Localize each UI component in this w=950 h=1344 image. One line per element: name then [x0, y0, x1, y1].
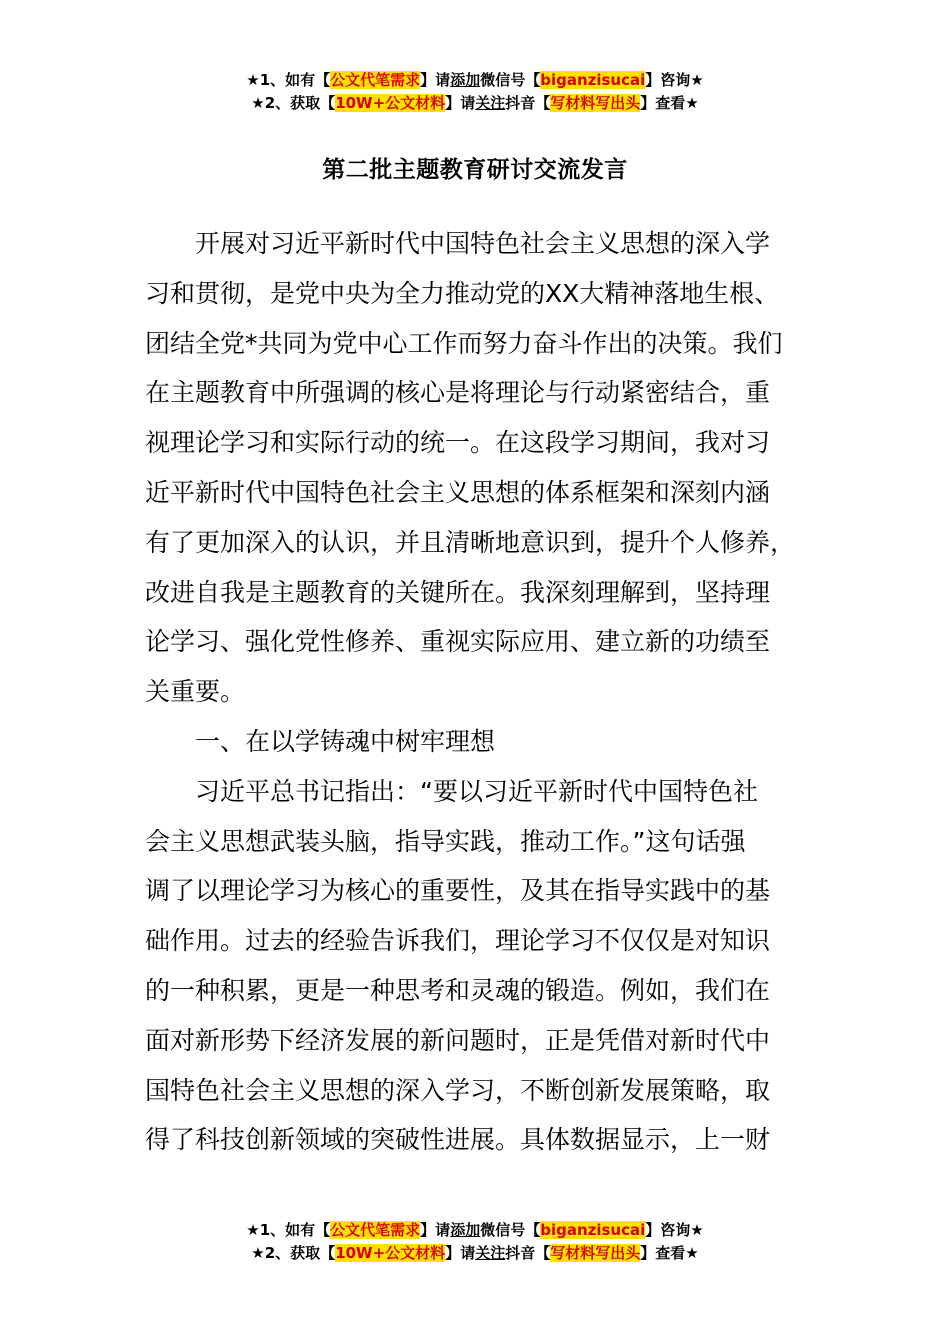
banner-underlined: 添加	[450, 71, 481, 89]
text-line: 有了更加深入的认识，并且清晰地意识到，提升个人修养，	[145, 527, 796, 557]
banner-text: 】查看★	[640, 1244, 699, 1262]
banner-highlight: biganzisucai	[540, 71, 646, 89]
text-line: 调了以理论学习为核心的重要性，及其在指导实践中的基	[145, 876, 771, 906]
banner-text: 】查看★	[640, 94, 699, 112]
text-line: 会主义思想武装头脑，指导实践，推动工作。”这句话强	[145, 826, 746, 856]
banner-highlight: 10W+公文材料	[335, 1244, 446, 1262]
banner-text: 微信号【	[480, 71, 541, 89]
text-line: 习和贯彻，是党中央为全力推动党的XX大精神落地生根、	[145, 278, 780, 308]
banner-text: ★1、如有【	[246, 1221, 331, 1239]
text-line: 面对新形势下经济发展的新问题时，正是凭借对新时代中	[145, 1025, 771, 1055]
text-line: 关重要。	[145, 677, 246, 707]
document-body	[145, 219, 810, 1165]
banner-highlight: 写材料写出头	[550, 1244, 641, 1262]
banner-text: 微信号【	[480, 1221, 541, 1239]
banner-text: 抖音【	[505, 1244, 551, 1262]
text-line: 得了科技创新领域的突破性进展。具体数据显示，上一财	[145, 1125, 771, 1155]
text-line: 在主题教育中所强调的核心是将理论与行动紧密结合，重	[145, 378, 771, 408]
banner-line-2	[0, 92, 950, 115]
banner-underlined: 添加	[450, 1221, 481, 1239]
text-line: 习近平总书记指出：“要以习近平新时代中国特色社	[195, 776, 758, 806]
header-banner	[0, 69, 950, 115]
text-line: 础作用。过去的经验告诉我们，理论学习不仅仅是对知识	[145, 926, 771, 956]
banner-highlight: 10W+公文材料	[335, 94, 446, 112]
text-line: 视理论学习和实际行动的统一。在这段学习期间，我对习	[145, 428, 771, 458]
text-line: 论学习、强化党性修养、重视实际应用、建立新的功绩至	[145, 627, 771, 657]
banner-highlight: 公文代笔需求	[330, 71, 421, 89]
footer-banner	[0, 1219, 950, 1265]
banner-text: 】请	[445, 1244, 476, 1262]
banner-line-1	[0, 1219, 950, 1242]
banner-underlined: 关注	[475, 94, 506, 112]
banner-line-1	[0, 69, 950, 92]
banner-line-2	[0, 1242, 950, 1265]
banner-text: ★2、获取【	[251, 94, 336, 112]
text-line: 改进自我是主题教育的关键所在。我深刻理解到，坚持理	[145, 577, 771, 607]
banner-text: 】请	[445, 94, 476, 112]
banner-underlined: 关注	[475, 1244, 506, 1262]
text-line: 国特色社会主义思想的深入学习，不断创新发展策略，取	[145, 1075, 771, 1105]
banner-text: 】咨询★	[645, 1221, 704, 1239]
section-heading: 一、在以学铸魂中树牢理想	[195, 726, 496, 756]
banner-highlight: biganzisucai	[540, 1221, 646, 1239]
text-line: 开展对习近平新时代中国特色社会主义思想的深入学	[195, 229, 771, 258]
banner-text: ★1、如有【	[246, 71, 331, 89]
banner-text: 抖音【	[505, 94, 551, 112]
banner-text: 】咨询★	[645, 71, 704, 89]
banner-text: 】请	[420, 1221, 451, 1239]
banner-highlight: 写材料写出头	[550, 94, 641, 112]
text-line: 近平新时代中国特色社会主义思想的体系框架和深刻内涵	[145, 477, 771, 507]
banner-text: ★2、获取【	[251, 1244, 336, 1262]
banner-highlight: 公文代笔需求	[330, 1221, 421, 1239]
document-title: 第二批主题教育研讨交流发言	[322, 157, 628, 183]
text-line: 的一种积累，更是一种思考和灵魂的锻造。例如，我们在	[145, 975, 771, 1005]
text-line: 团结全党*共同为党中心工作而努力奋斗作出的决策。我们	[145, 328, 783, 358]
banner-text: 】请	[420, 71, 451, 89]
